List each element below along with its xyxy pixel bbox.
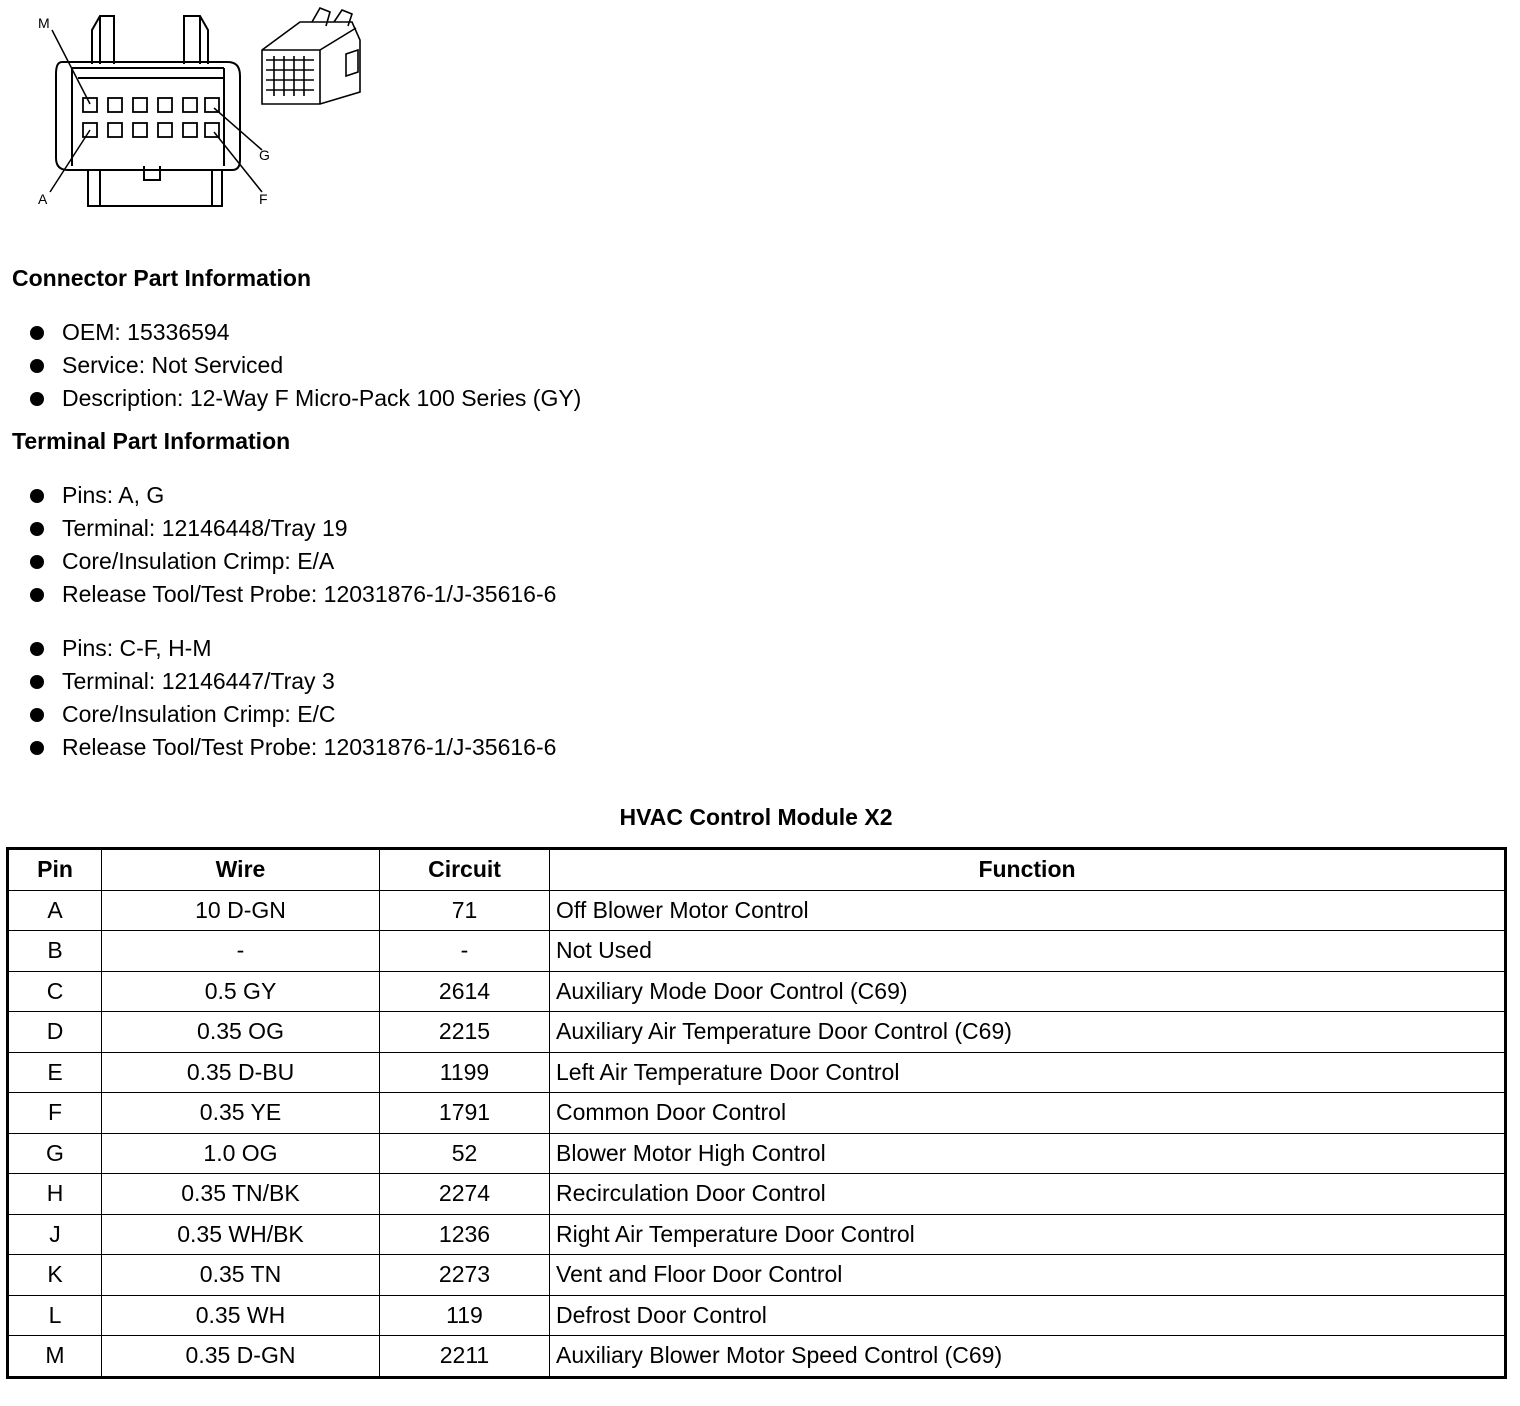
bullet-icon <box>30 708 44 722</box>
table-header-row <box>8 849 1506 891</box>
table-row <box>8 1336 1506 1378</box>
circuit-cell: 2211 <box>380 1336 550 1378</box>
pin-cell: C <box>8 971 102 1012</box>
wire-cell: 10 D-GN <box>102 890 380 931</box>
wire-cell: 0.35 WH/BK <box>102 1214 380 1255</box>
bullet-icon <box>30 588 44 602</box>
wire-cell: 0.5 GY <box>102 971 380 1012</box>
wire-cell: 0.35 YE <box>102 1093 380 1134</box>
function-cell: Blower Motor High Control <box>550 1133 1506 1174</box>
function-cell: Auxiliary Air Temperature Door Control (C69) <box>550 1012 1506 1053</box>
circuit-cell: 52 <box>380 1133 550 1174</box>
list-item: Release Tool/Test Probe: 12031876-1/J-35616-6 <box>28 731 556 764</box>
column-header-circuit: Circuit <box>380 849 550 891</box>
terminal-cavities <box>83 98 219 137</box>
list-item: Core/Insulation Crimp: E/C <box>28 698 556 731</box>
list-item: Pins: C-F, H-M <box>28 632 556 665</box>
function-cell: Common Door Control <box>550 1093 1506 1134</box>
bullet-icon <box>30 359 44 373</box>
function-cell: Recirculation Door Control <box>550 1174 1506 1215</box>
bullet-icon <box>30 326 44 340</box>
pin-cell: M <box>8 1336 102 1378</box>
wire-cell: 0.35 OG <box>102 1012 380 1053</box>
pin-cell: J <box>8 1214 102 1255</box>
list-item: Description: 12-Way F Micro-Pack 100 Series (GY) <box>28 382 581 415</box>
function-cell: Off Blower Motor Control <box>550 890 1506 931</box>
wire-cell: 0.35 D-GN <box>102 1336 380 1378</box>
table-row <box>8 890 1506 931</box>
table-row <box>8 1052 1506 1093</box>
terminal-group-2-list <box>28 632 556 764</box>
function-cell: Auxiliary Mode Door Control (C69) <box>550 971 1506 1012</box>
pin-cell: E <box>8 1052 102 1093</box>
function-cell: Defrost Door Control <box>550 1295 1506 1336</box>
table-row <box>8 1174 1506 1215</box>
pin-cell: G <box>8 1133 102 1174</box>
table-row <box>8 1093 1506 1134</box>
function-cell: Left Air Temperature Door Control <box>550 1052 1506 1093</box>
pin-label-f: F <box>259 191 268 207</box>
column-header-wire: Wire <box>102 849 380 891</box>
column-header-function: Function <box>550 849 1506 891</box>
bullet-icon <box>30 741 44 755</box>
circuit-cell: 119 <box>380 1295 550 1336</box>
wire-cell: 0.35 TN/BK <box>102 1174 380 1215</box>
connector-isometric-view <box>262 8 360 104</box>
function-cell: Not Used <box>550 931 1506 972</box>
bullet-icon <box>30 555 44 569</box>
table-row <box>8 931 1506 972</box>
circuit-cell: 1236 <box>380 1214 550 1255</box>
table-row <box>8 1012 1506 1053</box>
circuit-cell: - <box>380 931 550 972</box>
connector-diagram <box>0 0 380 220</box>
bullet-icon <box>30 392 44 406</box>
pin-cell: L <box>8 1295 102 1336</box>
table-row <box>8 1133 1506 1174</box>
wire-cell: 0.35 D-BU <box>102 1052 380 1093</box>
pin-label-a: A <box>38 191 48 207</box>
table-row <box>8 971 1506 1012</box>
list-item: Release Tool/Test Probe: 12031876-1/J-35616-6 <box>28 578 556 611</box>
table-row <box>8 1295 1506 1336</box>
pinout-table <box>6 847 1507 1379</box>
terminal-info-heading: Terminal Part Information <box>12 428 291 454</box>
bullet-icon <box>30 489 44 503</box>
pin-cell: F <box>8 1093 102 1134</box>
circuit-cell: 2273 <box>380 1255 550 1296</box>
pin-cell: A <box>8 890 102 931</box>
list-item: Terminal: 12146447/Tray 3 <box>28 665 556 698</box>
list-item: Pins: A, G <box>28 479 556 512</box>
pin-cell: K <box>8 1255 102 1296</box>
circuit-cell: 2274 <box>380 1174 550 1215</box>
connector-info-list <box>28 316 581 415</box>
circuit-cell: 1791 <box>380 1093 550 1134</box>
circuit-cell: 2614 <box>380 971 550 1012</box>
bullet-icon <box>30 675 44 689</box>
list-item: Terminal: 12146448/Tray 19 <box>28 512 556 545</box>
circuit-cell: 71 <box>380 890 550 931</box>
function-cell: Right Air Temperature Door Control <box>550 1214 1506 1255</box>
connector-info-heading: Connector Part Information <box>12 265 312 291</box>
pin-cell: H <box>8 1174 102 1215</box>
function-cell: Auxiliary Blower Motor Speed Control (C69) <box>550 1336 1506 1378</box>
pin-label-g: G <box>259 147 270 163</box>
wire-cell: 0.35 WH <box>102 1295 380 1336</box>
pin-label-m: M <box>38 15 50 31</box>
list-item: OEM: 15336594 <box>28 316 581 349</box>
table-title: HVAC Control Module X2 <box>619 804 893 830</box>
wire-cell: - <box>102 931 380 972</box>
bullet-icon <box>30 642 44 656</box>
table-row <box>8 1214 1506 1255</box>
circuit-cell: 1199 <box>380 1052 550 1093</box>
bullet-icon <box>30 522 44 536</box>
pin-leader-lines <box>50 30 262 192</box>
list-item: Core/Insulation Crimp: E/A <box>28 545 556 578</box>
circuit-cell: 2215 <box>380 1012 550 1053</box>
wire-cell: 0.35 TN <box>102 1255 380 1296</box>
pin-cell: D <box>8 1012 102 1053</box>
list-item: Service: Not Serviced <box>28 349 581 382</box>
column-header-pin: Pin <box>8 849 102 891</box>
terminal-group-1-list <box>28 479 556 611</box>
connector-latches <box>92 16 208 64</box>
function-cell: Vent and Floor Door Control <box>550 1255 1506 1296</box>
wire-cell: 1.0 OG <box>102 1133 380 1174</box>
table-row <box>8 1255 1506 1296</box>
pin-cell: B <box>8 931 102 972</box>
